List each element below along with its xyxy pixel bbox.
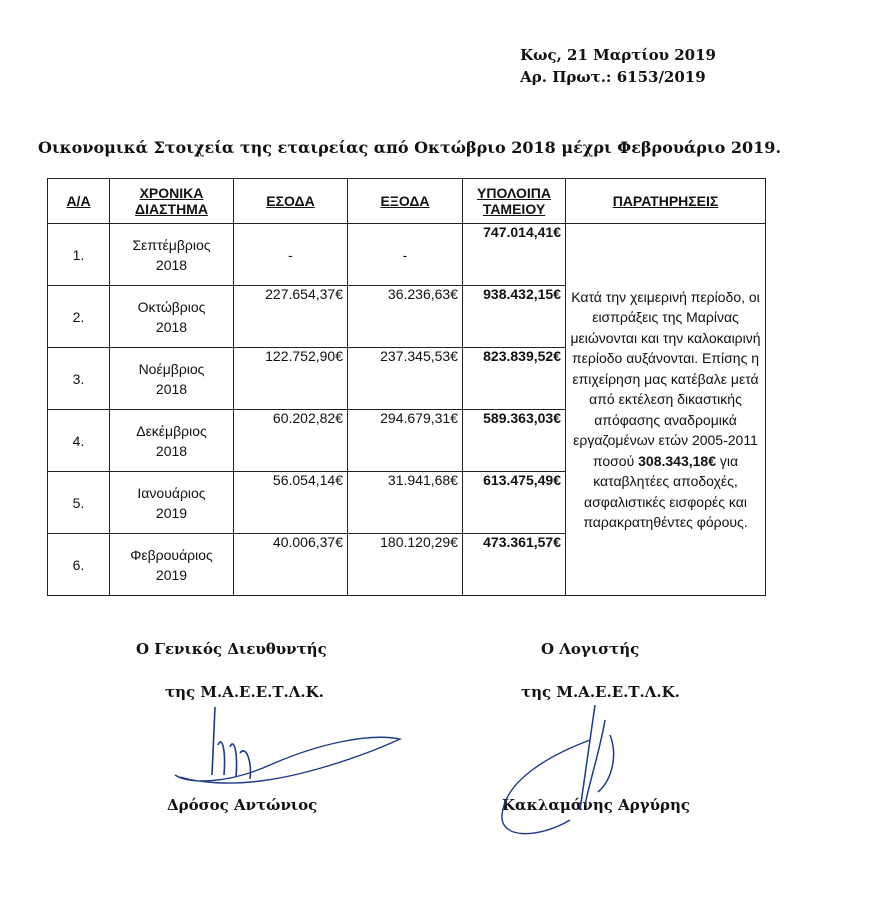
row-period: Νοέμβριος 2018 [110, 348, 234, 410]
row-period: Σεπτέμβριος 2018 [110, 224, 234, 286]
row-income: 122.752,90€ [234, 348, 348, 410]
table-row [48, 224, 766, 286]
row-balance: 747.014,41€ [463, 224, 566, 286]
row-income: 56.054,14€ [234, 472, 348, 534]
row-expenses: 180.120,29€ [348, 534, 463, 596]
row-balance: 938.432,15€ [463, 286, 566, 348]
row-income: 40.006,37€ [234, 534, 348, 596]
signatory-org-left: της Μ.Α.Ε.Ε.Τ.Λ.Κ. [165, 683, 324, 701]
handwritten-signature-left [170, 705, 410, 795]
protocol-number: Αρ. Πρωτ.: 6153/2019 [520, 68, 706, 86]
row-expenses: 36.236,63€ [348, 286, 463, 348]
header-aa: Α/Α [48, 179, 110, 224]
row-expenses: 294.679,31€ [348, 410, 463, 472]
notes-text-before: Κατά την χειμερινή περίοδο, οι εισπράξεις της Μαρίνας μειώνονται και την καλοκαιρινή περίοδο αυξάνονται. Επίσης η επιχείρηση μας κατέβαλε μετά από εκτέλεση δικαστικής απόφασης αναδρομικά εργαζομένων ετών 2005-2011 ποσού [570, 288, 761, 469]
signatory-role-left: Ο Γενικός Διευθυντής [136, 640, 327, 658]
row-number: 1. [48, 224, 110, 286]
header-notes: ΠΑΡΑΤΗΡΗΣΕΙΣ [566, 179, 766, 224]
row-balance: 613.475,49€ [463, 472, 566, 534]
row-period: Φεβρουάριος 2019 [110, 534, 234, 596]
row-income: - [234, 224, 348, 286]
header-period: ΧΡΟΝΙΚΑ ΔΙΑΣΤΗΜΑ [110, 179, 234, 224]
signatory-name-left: Δρόσος Αντώνιος [167, 796, 318, 814]
row-number: 3. [48, 348, 110, 410]
header-expenses: ΕΞΟΔΑ [348, 179, 463, 224]
row-number: 4. [48, 410, 110, 472]
row-balance: 823.839,52€ [463, 348, 566, 410]
document-header [520, 44, 716, 88]
row-period: Οκτώβριος 2018 [110, 286, 234, 348]
document-title: Οικονομικά Στοιχεία της εταιρείας από Οκτώβριο 2018 μέχρι Φεβρουάριο 2019. [38, 138, 782, 157]
row-expenses: 31.941,68€ [348, 472, 463, 534]
row-balance: 589.363,03€ [463, 410, 566, 472]
row-income: 227.654,37€ [234, 286, 348, 348]
place-date: Κως, 21 Μαρτίου 2019 [520, 46, 716, 64]
notes-amount: 308.343,18€ [638, 452, 716, 469]
row-expenses: - [348, 224, 463, 286]
row-number: 5. [48, 472, 110, 534]
handwritten-signature-right [480, 700, 660, 850]
row-period: Δεκέμβριος 2018 [110, 410, 234, 472]
signatory-name-right: Κακλαμάνης Αργύρης [502, 796, 691, 814]
signatory-role-right: Ο Λογιστής [541, 640, 640, 658]
financial-table [47, 178, 766, 596]
row-period: Ιανουάριος 2019 [110, 472, 234, 534]
row-expenses: 237.345,53€ [348, 348, 463, 410]
row-balance: 473.361,57€ [463, 534, 566, 596]
notes-text-after: για καταβλητέες αποδοχές, ασφαλιστικές εισφορές και παρακρατηθέντες φόρους. [583, 452, 748, 530]
row-income: 60.202,82€ [234, 410, 348, 472]
notes-cell [566, 224, 766, 596]
header-income: ΕΣΟΔΑ [234, 179, 348, 224]
signatory-org-right: της Μ.Α.Ε.Ε.Τ.Λ.Κ. [521, 683, 680, 701]
header-balance: ΥΠΟΛΟΙΠΑ ΤΑΜΕΙΟΥ [463, 179, 566, 224]
row-number: 6. [48, 534, 110, 596]
table-header-row [48, 179, 766, 224]
row-number: 2. [48, 286, 110, 348]
